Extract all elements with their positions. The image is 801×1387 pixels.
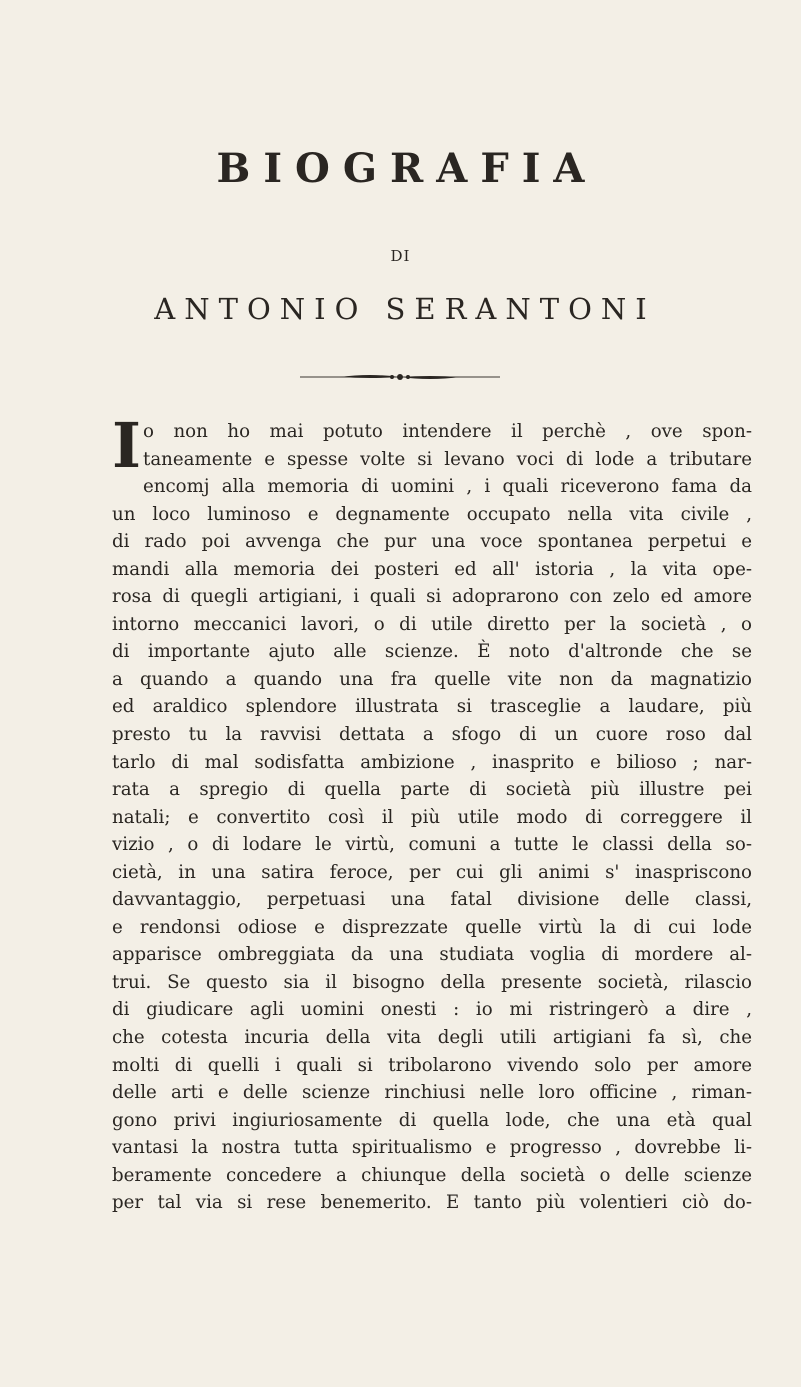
text-line: natali; e convertito così il più utile modo di correggere il: [112, 806, 752, 828]
text-line: per tal via si rese benemerito. E tanto più volentieri ciò do-: [112, 1192, 752, 1214]
text-line: apparisce ombreggiata da una studiata voglia di mordere al-: [112, 944, 752, 966]
text-line: beramente concedere a chiunque della società o delle scienze: [112, 1164, 752, 1186]
text-line: vizio , o di lodare le virtù, comuni a tutte le classi della so-: [112, 834, 752, 856]
text-line: presto tu la ravvisi dettata a sfogo di un cuore roso dal: [112, 724, 752, 746]
text-line: vantasi la nostra tutta spiritualismo e progresso , dovrebbe li-: [112, 1137, 752, 1159]
text-line: intorno meccanici lavori, o di utile diretto per la società , o: [112, 613, 752, 635]
text-line: molti di quelli i quali si tribolarono vivendo solo per amore: [112, 1054, 752, 1076]
text-line: che cotesta incuria della vita degli utili artigiani fa sì, che: [112, 1027, 752, 1049]
text-line: tarlo di mal sodisfatta ambizione , inasprito e bilioso ; nar-: [112, 751, 752, 773]
text-line: ed araldico splendore illustrata si trasceglie a laudare, più: [112, 696, 752, 718]
paragraph-lines: [112, 409, 752, 1217]
page-title: BIOGRAFIA: [216, 145, 598, 192]
text-line: trui. Se questo sia il bisogno della presente società, rilascio: [112, 971, 752, 993]
text-line: a quando a quando una fra quelle vite non da magnatizio: [112, 668, 752, 690]
text-line: davvantaggio, perpetuasi una fatal divisione delle classi,: [112, 889, 752, 911]
drop-cap: I: [112, 409, 142, 482]
text-line: rata a spregio di quella parte di società più illustre pei: [112, 779, 752, 801]
title-preposition: DI: [390, 247, 411, 265]
text-line: e rendonsi odiose e disprezzate quelle virtù la di cui lode: [112, 916, 752, 938]
text-line: taneamente e spesse volte si levano voci di lode a tributare: [143, 448, 752, 470]
text-line: un loco luminoso e degnamente occupato nella vita civile ,: [112, 503, 752, 525]
text-line: encomj alla memoria di uomini , i quali riceverono fama da: [143, 476, 752, 498]
text-line: gono privi ingiuriosamente di quella lode, che una età qual: [112, 1109, 752, 1131]
text-line: di giudicare agli uomini onesti : io mi ristringerò a dire ,: [112, 999, 752, 1021]
text-line: o non ho mai potuto intendere il perchè , ove spon-: [143, 421, 752, 442]
text-line: rosa di quegli artigiani, i quali si adoprarono con zelo ed amore: [112, 586, 752, 608]
ornamental-rule-icon: [300, 372, 500, 382]
text-line: di importante ajuto alle scienze. È noto d'altronde che se: [112, 641, 752, 663]
text-line: cietà, in una satira feroce, per cui gli animi s' inaspriscono: [112, 861, 752, 883]
subject-name: ANTONIO SERANTONI: [154, 292, 656, 326]
text-line: di rado poi avvenga che pur una voce spontanea perpetui e: [112, 531, 752, 553]
body-text: [112, 409, 752, 1217]
text-line: mandi alla memoria dei posteri ed all' istoria , la vita ope-: [112, 558, 752, 580]
text-line: delle arti e delle scienze rinchiusi nelle loro officine , riman-: [112, 1082, 752, 1104]
